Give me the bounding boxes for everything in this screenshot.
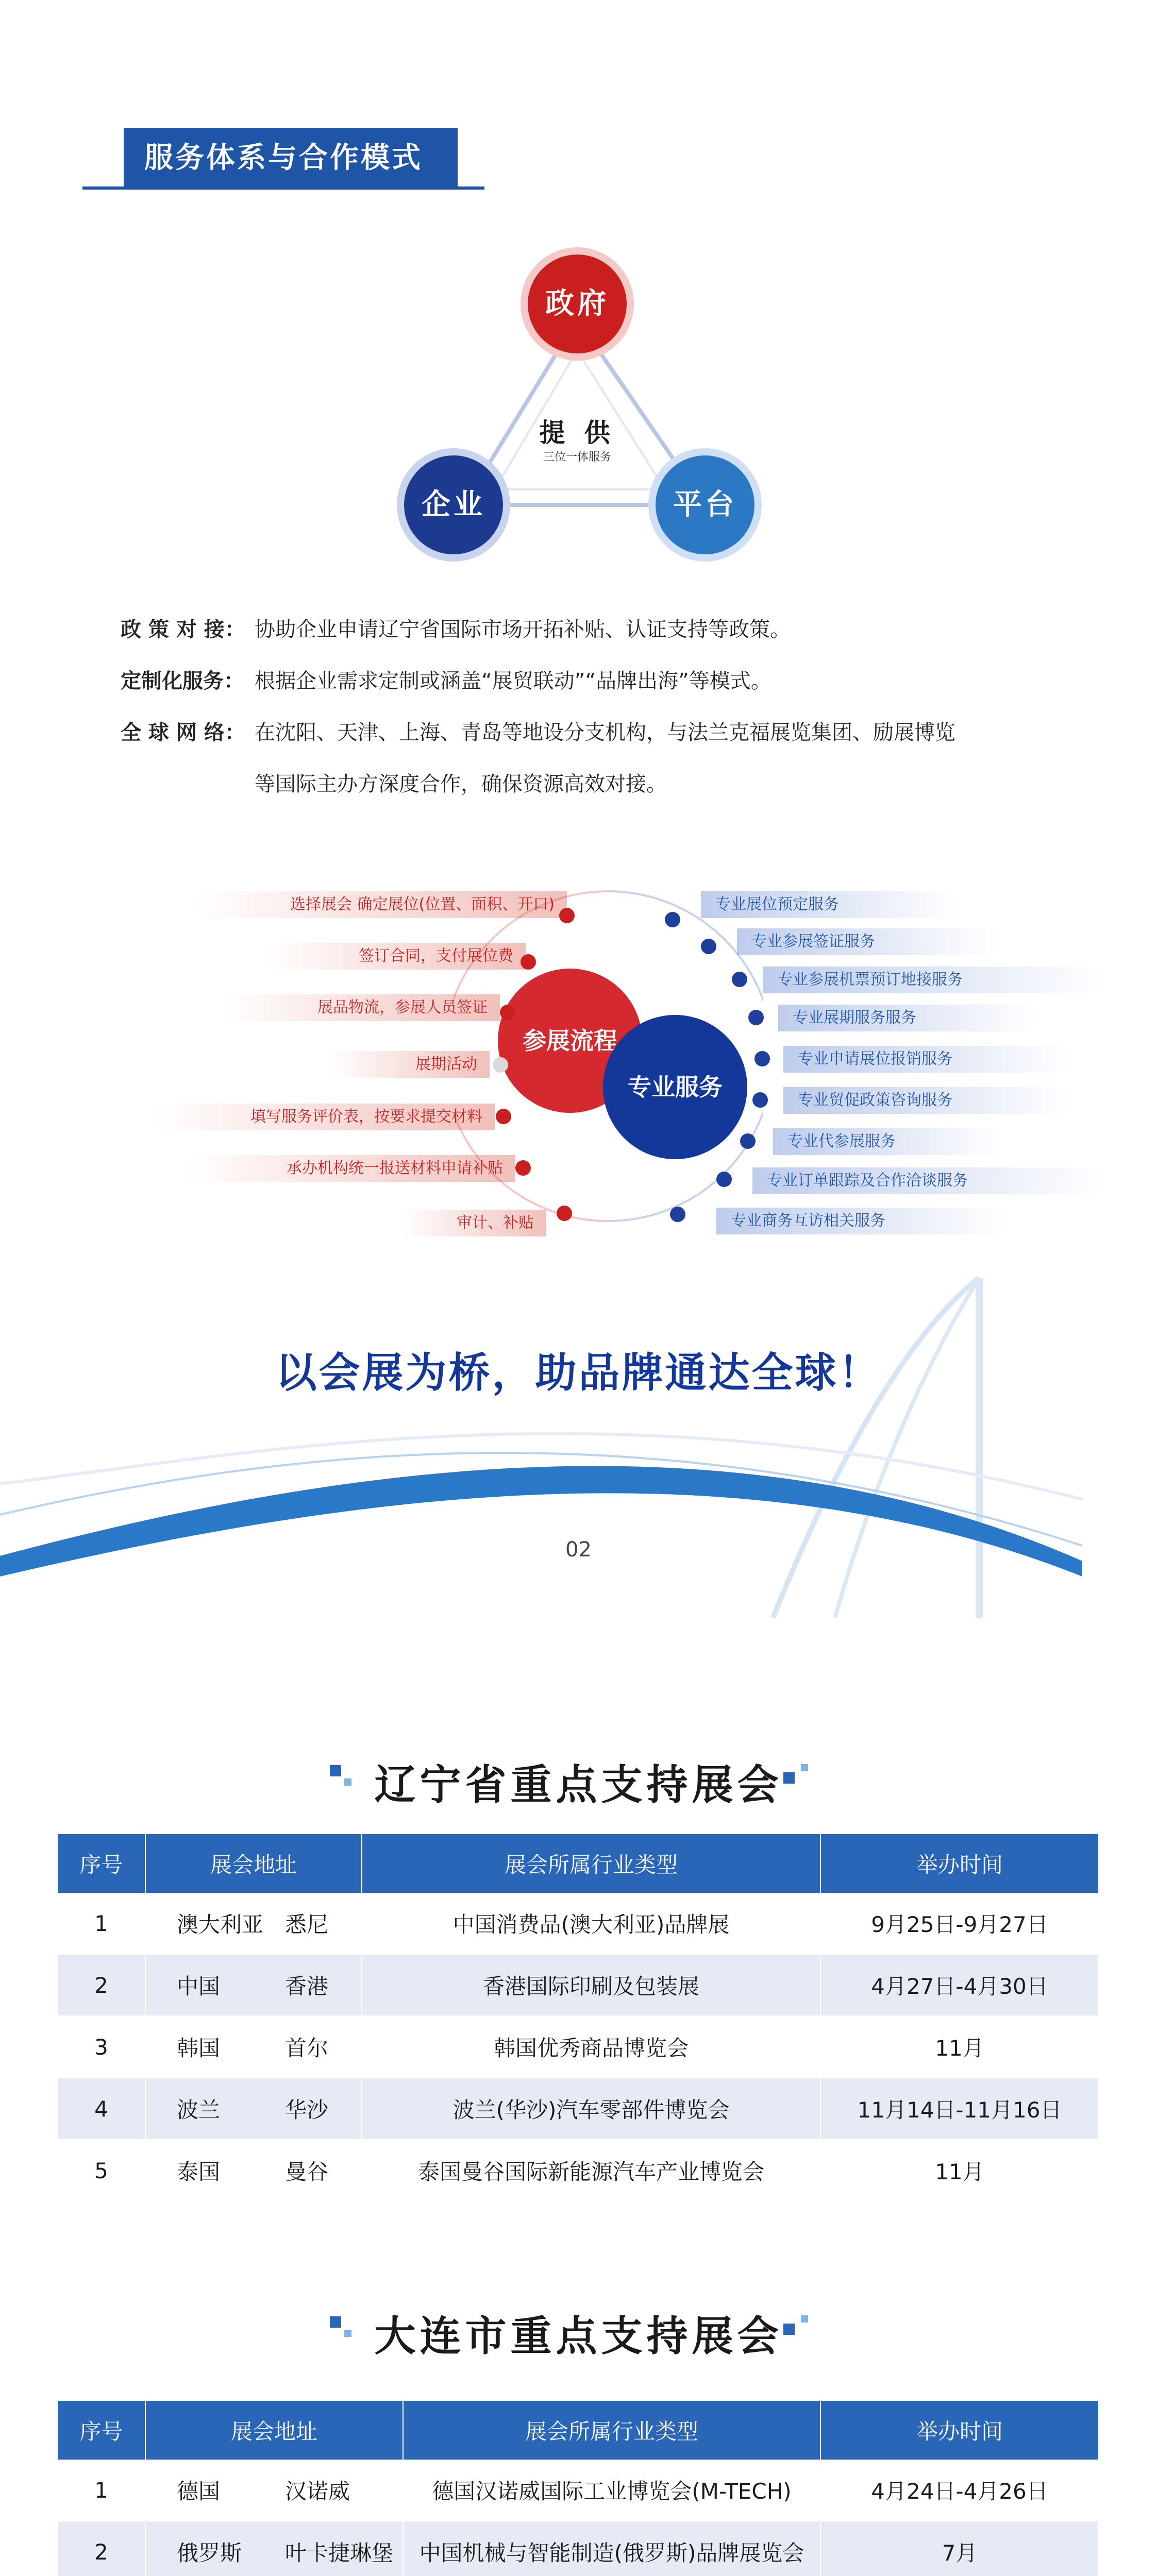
cell-type: 波兰(华沙)汽车零部件博览会 (362, 2078, 820, 2140)
cell-time: 11月14日-11月16日 (820, 2078, 1099, 2140)
page-number: 02 (565, 1538, 592, 1562)
process-step: 选择展会 确定展位(位置、面积、开口) (196, 891, 567, 918)
process-circle-right: 专业服务 (603, 1015, 747, 1159)
policy-value: 根据企业需求定制或涵盖“展贸联动”“品牌出海”等模式。 (255, 669, 772, 693)
policy-key: 定制化服务： (121, 669, 244, 693)
cell-no: 1 (58, 1893, 145, 1954)
service-item: 专业贸促政策咨询服务 (783, 1087, 1072, 1114)
table-title: 大连市重点支持展会 (374, 2312, 783, 2360)
triangle-center-sublabel: 三位一体服务 (543, 451, 611, 464)
exhibition-table-liaoning (58, 1834, 1099, 2202)
process-dot (557, 1206, 572, 1221)
cell-no: 3 (58, 2016, 145, 2078)
process-dot (559, 908, 575, 923)
service-item: 专业代参展服务 (773, 1128, 1000, 1155)
policy-key: 全 球 网 络： (121, 721, 245, 744)
cell-type: 香港国际印刷及包装展 (362, 1954, 820, 2016)
table-title: 辽宁省重点支持展会 (374, 1761, 783, 1809)
service-item: 专业参展机票预订地接服务 (763, 967, 1103, 993)
col-header: 序号 (58, 2401, 145, 2460)
process-dot (493, 1057, 508, 1073)
col-header: 序号 (58, 1834, 145, 1893)
service-item: 专业参展签证服务 (737, 928, 995, 955)
cell-time: 4月27日-4月30日 (820, 1954, 1099, 2016)
triangle-center-label: 提 供 (539, 418, 615, 448)
col-header: 展会所属行业类型 (362, 1834, 820, 1893)
policy-key: 政 策 对 接： (121, 618, 245, 641)
table-row (58, 2016, 1099, 2078)
cell-location: 韩国 首尔 (145, 2016, 362, 2078)
service-dot (665, 912, 680, 927)
service-dot (754, 1051, 770, 1066)
service-dot (716, 1172, 732, 1187)
col-header: 展会所属行业类型 (403, 2401, 820, 2460)
cell-location: 俄罗斯 叶卡捷琳堡 (145, 2521, 403, 2576)
section-tag: 服务体系与合作模式 (124, 128, 458, 189)
process-step: 填写服务评价表，按要求提交材料 (155, 1104, 495, 1130)
table-header-row (58, 1834, 1099, 1893)
cell-location: 德国 汉诺威 (145, 2460, 403, 2521)
node-government: 政府 (521, 247, 634, 361)
slogan: 以会展为桥，助品牌通达全球！ (275, 1348, 882, 1397)
policy-line (121, 717, 1059, 748)
cell-type: 中国消费品(澳大利亚)品牌展 (362, 1893, 820, 1954)
service-item: 专业商务互访相关服务 (716, 1208, 1005, 1234)
cell-type: 泰国曼谷国际新能源汽车产业博览会 (362, 2140, 820, 2201)
table-row (58, 2078, 1099, 2140)
cell-no: 2 (58, 1954, 145, 2016)
node-enterprise: 企业 (397, 448, 510, 562)
cell-type: 中国机械与智能制造(俄罗斯)品牌展览会 (403, 2521, 820, 2576)
cell-time: 11月 (820, 2140, 1099, 2201)
service-dot (752, 1092, 768, 1108)
cell-time: 9月25日-9月27日 (820, 1893, 1099, 1954)
process-step: 签订合同，支付展位费 (268, 943, 526, 970)
policy-value: 协助企业申请辽宁省国际市场开拓补贴、认证支持等政策。 (255, 618, 791, 641)
cell-type: 韩国优秀商品博览会 (362, 2016, 820, 2078)
col-header: 举办时间 (820, 1834, 1099, 1893)
service-item: 专业订单跟踪及合作洽谈服务 (752, 1167, 1103, 1194)
col-header: 展会地址 (145, 1834, 362, 1893)
cell-location: 澳大利亚 悉尼 (145, 1893, 362, 1954)
service-dot (670, 1207, 685, 1222)
process-step: 承办机构统一报送材料申请补贴 (186, 1155, 515, 1182)
bridge-wave-decoration (0, 1257, 1157, 1638)
service-dot (748, 1010, 764, 1025)
node-platform: 平台 (648, 448, 762, 562)
process-dot (500, 1005, 515, 1020)
policy-line (121, 614, 1059, 645)
process-dot (515, 1160, 531, 1176)
service-dot (740, 1133, 756, 1149)
policy-line (121, 769, 1059, 800)
cell-location: 波兰 华沙 (145, 2078, 362, 2140)
table-row (58, 2460, 1099, 2521)
policy-value: 在沈阳、天津、上海、青岛等地设分支机构，与法兰克福展览集团、励展博览 (255, 721, 955, 744)
cell-time: 7月 (820, 2521, 1099, 2576)
cell-time: 4月24日-4月26日 (820, 2460, 1099, 2521)
cell-no: 4 (58, 2078, 145, 2140)
cell-type: 德国汉诺威国际工业博览会(M-TECH) (403, 2460, 820, 2521)
exhibition-table-dalian (58, 2401, 1099, 2576)
cell-time: 11月 (820, 2016, 1099, 2078)
service-dot (701, 939, 716, 954)
policy-value: 等国际主办方深度合作，确保资源高效对接。 (255, 772, 667, 796)
col-header: 展会地址 (145, 2401, 403, 2460)
process-circle-left: 参展流程 (498, 969, 642, 1113)
process-step: 审计、补贴 (402, 1210, 546, 1236)
cell-no: 1 (58, 2460, 145, 2521)
process-step: 展品物流，参展人员签证 (227, 994, 500, 1021)
cell-location: 中国 香港 (145, 1954, 362, 2016)
process-dot (521, 954, 536, 970)
service-item: 专业展位预定服务 (701, 891, 959, 918)
process-step: 展期活动 (330, 1051, 490, 1078)
policy-line (121, 666, 1059, 697)
service-item: 专业申请展位报销服务 (783, 1046, 1072, 1073)
cell-no: 2 (58, 2521, 145, 2576)
process-dot (496, 1109, 511, 1124)
service-dot (732, 972, 747, 987)
table-row (58, 1893, 1099, 1954)
table-row (58, 1954, 1099, 2016)
table-header-row (58, 2401, 1099, 2460)
col-header: 举办时间 (820, 2401, 1099, 2460)
cell-location: 泰国 曼谷 (145, 2140, 362, 2201)
table-row (58, 2140, 1099, 2201)
table-row (58, 2521, 1099, 2576)
cell-no: 5 (58, 2140, 145, 2201)
service-item: 专业展期服务服务 (778, 1005, 1036, 1031)
